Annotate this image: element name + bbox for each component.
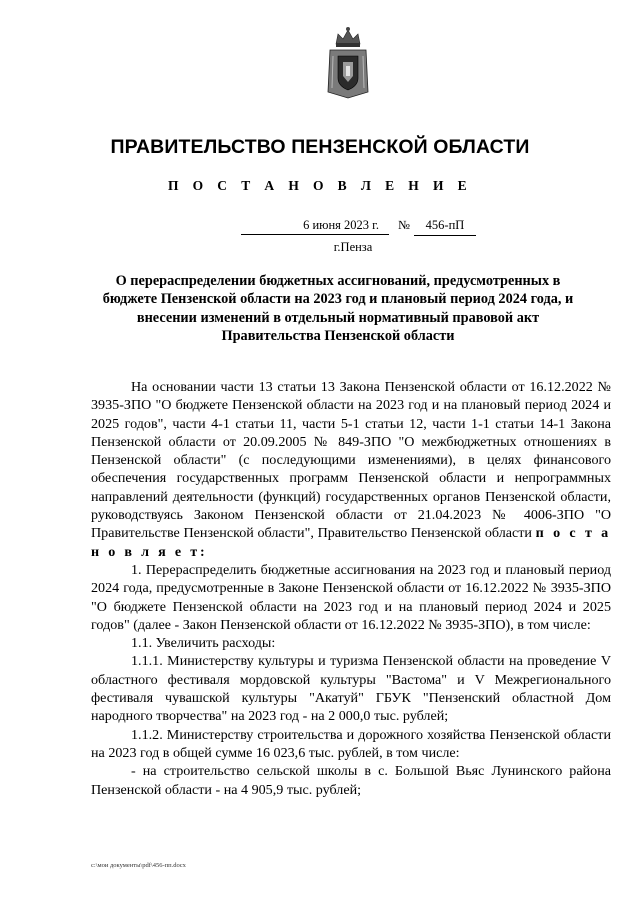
file-path-footer: c:\мои документы\pdf\456-пп.docx <box>91 862 186 869</box>
paragraph-1-1-2-a: - на строительство сельской школы в с. Большой Вьяс Лунинского района Пензенской области - на 4 905,9 тыс. рублей; <box>91 763 611 798</box>
government-title: ПРАВИТЕЛЬСТВО ПЕНЗЕНСКОЙ ОБЛАСТИ <box>110 136 530 158</box>
document-type: П О С Т А Н О В Л Е Н И Е <box>167 178 473 193</box>
resolves-text: п о с т а н о в л я е т: <box>91 525 612 560</box>
paragraph-1-1: 1.1. Увеличить расходы: <box>131 635 276 652</box>
document-subject: О перераспределении бюджетных ассигнований, предусмотренных в бюджете Пензенской области на 2023 год и плановый период 2024 года, и внесении изменений в отдельный нормативный правовой акт Правительства Пензенской области <box>102 273 574 344</box>
coat-of-arms-icon <box>326 26 370 100</box>
number-sign: № <box>398 218 410 232</box>
preamble-paragraph <box>91 378 611 561</box>
document-number: 456-пП <box>414 218 476 236</box>
document-city: г.Пенза <box>333 240 373 254</box>
document-body <box>91 378 611 799</box>
preamble-text: На основании части 13 статьи 13 Закона Пензенской области от 16.12.2022 № 3935-ЗПО "О бюджете Пензенской области на 2023 год и на плановый период 2024 и 2025 годов", части 4-1 статьи 11, части 5-1 статьи 12, части 1-1 статьи 14-1 Закона Пензенской области от 20.09.2005 № 849-ЗПО "О межбюджетных отношениях в Пензенской области" (с последующими изменениями), в целях финансового обеспечения государственных программ Пензенской области и непрограммных направлений деятельности (функций) государственных органов Пензенской области, руководствуясь Законом Пензенской области от 21.04.2023 № 4006-ЗПО "О Правительстве Пензенской области", Правительство Пензенской области <box>91 379 611 542</box>
paragraph-1-1-2: 1.1.2. Министерству строительства и дорожного хозяйства Пензенской области на 2023 год в общей сумме 16 023,6 тыс. рублей, в том числе: <box>91 726 611 761</box>
paragraph-1: 1. Перераспределить бюджетные ассигнования на 2023 год и плановый период 2024 года, предусмотренные в Законе Пензенской области от 16.12.2022 № 3935-ЗПО "О бюджете Пензенской области на 2023 год и на плановый период 2024 и 2025 годов" (далее - Закон Пензенской области от 16.12.2022 № 3935-ЗПО), в том числе: <box>91 561 611 633</box>
paragraph-1-1-1: 1.1.1. Министерству культуры и туризма Пензенской области на проведение V областного фестиваля мордовской культуры "Вастома" и V Межрегионального фестиваля чувашской культуры "Акатуй" ГБУК "Пензенский областной Дом народного творчества" на 2023 год - на 2 000,0 тыс. рублей; <box>91 653 611 725</box>
document-date: 6 июня 2023 г. <box>241 218 389 235</box>
